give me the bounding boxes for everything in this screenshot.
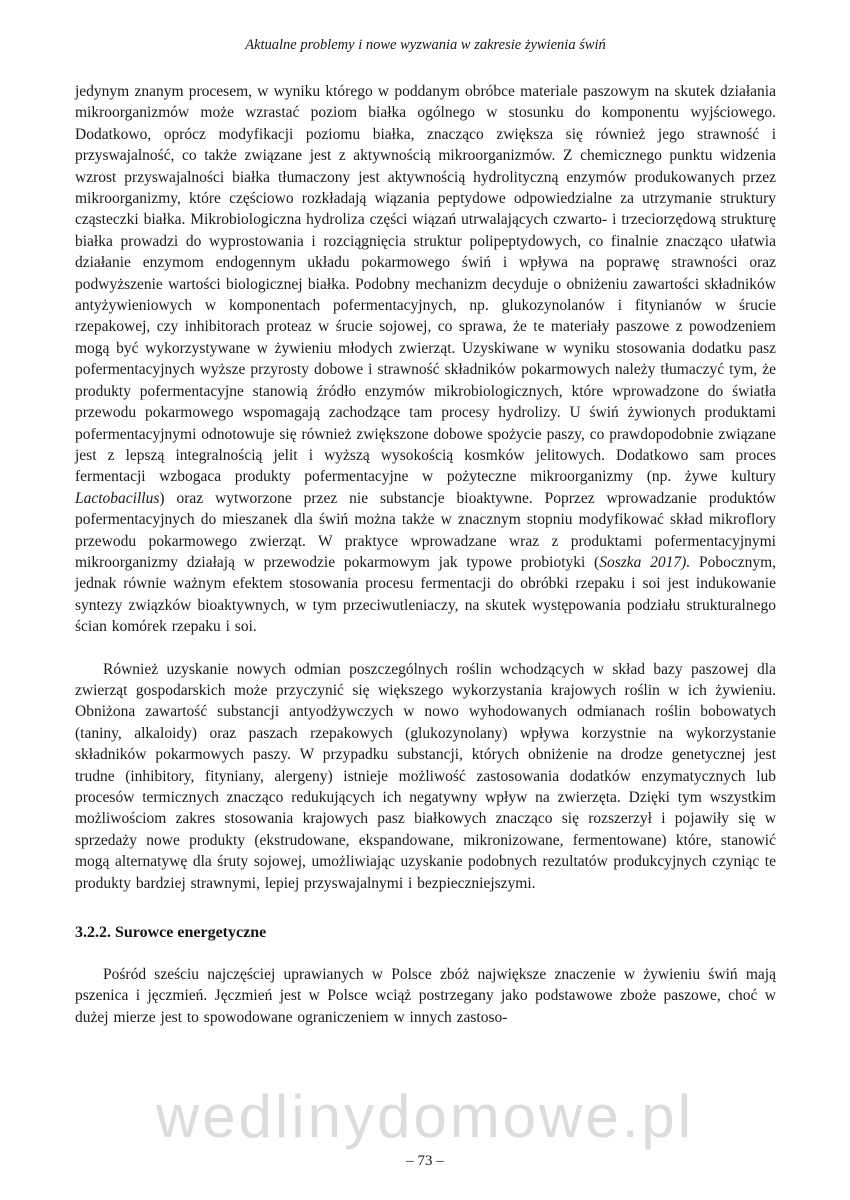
section-heading: 3.2.2. Surowce energetyczne [75, 924, 267, 942]
running-head: Aktualne problemy i nowe wyzwania w zakresie żywienia świń [245, 37, 606, 53]
watermark: wedlinydomowe.pl [155, 1083, 695, 1150]
paragraph-3: Pośród sześciu najczęściej uprawianych w Polsce zbóż największe znaczenie w żywieniu świń mają pszenica i jęczmień. Jęczmień jest w Polsce wciąż postrzegany jako podstawowe zboże paszowe, choć w dużej mierze jest to spowodowane ograniczeniem w innych zastoso- [75, 966, 776, 1026]
page-number: – 73 – [406, 1153, 444, 1169]
paragraph-2: Również uzyskanie nowych odmian poszczególnych roślin wchodzących w skład bazy paszowej dla zwierząt gospodarskich może przyczynić się większego wykorzystania krajowych roślin w ich żywieniu. Obniżona zawartość substancji antyodżywczych w nowo wyhodowanych odmianach roślin bobowatych (taniny, alkaloidy) oraz paszach rzepakowych (glukozynolany) wpływa korzystnie na wykorzystanie składników pokarmowych paszy. W przypadku substancji, których obniżenie na drodze genetycznej jest trudne (inhibitory, fityniany, alergeny) istnieje możliwość zastosowania dodatków enzymatycznych lub procesów termicznych znacząco redukujących ich negatywny wpływ na zwierzęta. Dzięki tym wszystkim możliwościom zakres stosowania krajowych pasz białkowych znacząco się rozszerzył i pojawiły się w sprzedaży nowe produkty (ekstrudowane, ekspandowane, mikronizowane, fermentowane) które, stanowić mogą alternatywę dla śruty sojowej, umożliwiając uzyskanie podobnych rezultatów produkcyjnych czyniąc te produkty bardziej strawnymi, lepiej przyswajalnymi i bezpieczniejszymi. [75, 660, 776, 892]
paragraph-1: jedynym znanym procesem, w wyniku którego w poddanym obróbce materiale paszowym na skutek działania mikroorganizmów może wzrastać poziom białka ogólnego w stosunku do komponentu wyjściowego. Dodatkowo, oprócz modyfikacji poziomu białka, znacząco zwiększa się również jego strawność i przyswajalność, co także związane jest z aktywnością mikroorganizmów. Z chemicznego punktu widzenia wzrost przyswajalności białka tłumaczony jest aktywnością hydrolityczną enzymów produkowanych przez mikroorganizmy, które częściowo rozkładają wiązania peptydowe odpowiedzialne za utrzymanie struktury cząsteczki białka. Mikrobiologiczna hydroliza części wiązań utrwalających czwarto- i trzeciorzędową strukturę białka prowadzi do wyprostowania i rozciągnięcia struktur polipeptydowych, co finalnie znacząco ułatwia działanie enzymom endogennym układu pokarmowego świń i wpływa na poprawę strawności oraz podwyższenie wartości biologicznej białka. Podobny mechanizm decyduje o obniżeniu zawartości składników antyżywieniowych w komponentach pofermentacyjnych, np. glukozynolanów i fitynianów w śrucie rzepakowej, czy inhibitorach proteaz w śrucie sojowej, co sprawa, że te materiały paszowe z powodzeniem mogą być wykorzystywane w żywieniu młodych zwierząt. Uzyskiwane w wyniku stosowania dodatku pasz pofermentacyjnych wyższe przyrosty dobowe i strawność składników pokarmowych należy tłumaczyć tym, że produkty pofermentacyjne stanowią źródło enzymów mikrobiologicznych, które wprowadzone do światła przewodu pokarmowego wspomagają zachodzące tam procesy hydrolizy. U świń żywionych produktami pofermentacyjnymi odnotowuje się również zwiększone dobowe spożycie paszy, co prawdopodobnie związane jest z lepszą integralnością jelit i wyższą wysokością kosmków jelitowych. Dodatkowo sam proces fermentacji wzbogaca produkty pofermentacyjne w pożyteczne mikroorganizmy (np. żywe kultury Lactobacillus) oraz wytworzone przez nie substancje bioaktywne. Poprzez wprowadzanie produktów pofermentacyjnych do mieszanek dla świń można także w znacznym stopniu modyfikować skład mikroflory przewodu pokarmowego zwierząt. W praktyce wprowadzane wraz z produktami pofermentacyjnymi mikroorganizmy działają w przewodzie pokarmowym jak typowe probiotyki (Soszka 2017). Pobocznym, jednak równie ważnym efektem stosowania procesu fermentacji do obróbki rzepaku i soi jest indukowanie syntezy związków bioaktywnych, w tym przeciwutleniaczy, na skutek występowania podziału strukturalnego ścian komórek rzepaku i soi. [75, 83, 777, 636]
body-text [75, 81, 776, 1028]
